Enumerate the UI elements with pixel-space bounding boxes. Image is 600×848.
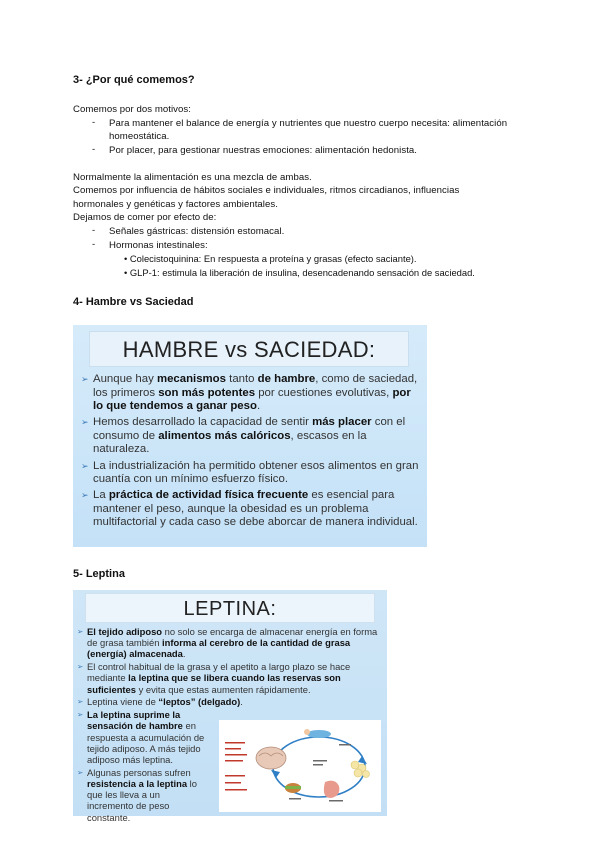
intro-text: Comemos por dos motivos: [73,104,191,115]
brain-icon [256,747,286,769]
dash-3: - [92,225,96,236]
section-3-title: 3- ¿Por qué comemos? [73,74,195,86]
list-item: ➢ El control habitual de la grasa y el apetito a largo plazo se hace mediante la leptina que se libera cuando las reservas son suficientes y evita que estas aumenten rápidamente. [77,661,351,695]
list-item: ➢ La práctica de actividad física frecuente es esencial para mantener el peso, aunque la obesidad es un problema multifactorial y cada caso se debe aborcar de manera individual. [81,489,418,529]
hormone-2: • GLP-1: estimula la liberación de insulina, desencadenando sensación de saciedad. [124,267,475,278]
slide-leptina [73,590,387,823]
list-item: ➢ Aunque hay mecanismos tanto de hambre, como de saciedad, los primeros son más potentes por cuestiones evolutivas, por lo que tendemos a ganar peso. [81,373,418,413]
list-item: ➢ La industrialización ha permitido obtener esos alimentos en gran cuantía con un mínimo esfuerzo físico. [81,459,419,486]
slide-2-title: LEPTINA: [183,598,277,620]
arrow-bullet-icon: ➢ [81,417,89,428]
stop-2: Hormonas intestinales: [109,240,208,251]
hormone-1: • Colecistoquinina: En respuesta a proteína y grasas (efecto saciante). [124,253,417,264]
dash-2: - [92,144,96,155]
list-item: ➢ Hemos desarrollado la capacidad de sentir más placer con el consumo de alimentos más calóricos, escasos en la naturaleza. [81,416,406,456]
paragraph-3: Dejamos de comer por efecto de: [73,212,217,223]
motive-1-line1: Para mantener el balance de energía y nutrientes que nuestro cuerpo necesita: alimentación [109,118,508,129]
arrow-bullet-icon: ➢ [77,627,84,636]
motive-1-line2: homeostática. [109,131,170,142]
arrow-bullet-icon: ➢ [77,697,84,707]
section-4-title: 4- Hambre vs Saciedad [73,296,194,308]
paragraph-2b: hormonales y genéticas y factores ambientales. [73,199,278,210]
paragraph-2a: Comemos por influencia de hábitos sociales e individuales, ritmos circadianos, influencias [73,185,460,196]
paragraph-1: Normalmente la alimentación es una mezcla de ambas. [73,172,312,183]
dash-1: - [92,117,96,128]
leptin-diagram [219,720,381,812]
list-item: ➢ Algunas personas sufren resistencia a la leptina lo que les lleva a un incremento de peso constante. [77,766,197,823]
list-item: ➢ El tejido adiposo no solo se encarga de almacenar energía en forma de grasa también informa al cerebro de la cantidad de grasa (energía) almacenada. [77,626,378,660]
list-item: ➢ Leptina viene de “leptos” (delgado). [77,696,243,708]
arrow-bullet-icon: ➢ [77,767,84,777]
arrow-bullet-icon: ➢ [77,710,84,720]
slide-1-title: HAMBRE vs SACIEDAD: [122,337,376,362]
arrow-bullet-icon: ➢ [81,374,89,384]
arrow-bullet-icon: ➢ [81,460,89,471]
list-item: ➢ La leptina suprime la sensación de hambre en respuesta a acumulación de tejido adiposo. A más tejido adiposo más leptina. [77,709,205,766]
dash-4: - [92,239,96,250]
slide-hambre-saciedad [73,325,427,547]
slide-1-list [79,373,421,533]
person-icon [307,730,331,738]
slide-1-title-box [89,331,409,367]
section-5-title: 5- Leptina [73,568,125,580]
slide-2-title-box [85,593,375,623]
motive-2: Por placer, para gestionar nuestras emociones: alimentación hedonista. [109,145,418,156]
stop-1: Señales gástricas: distensión estomacal. [109,226,285,237]
arrow-bullet-icon: ➢ [77,662,84,672]
arrow-bullet-icon: ➢ [81,490,89,501]
